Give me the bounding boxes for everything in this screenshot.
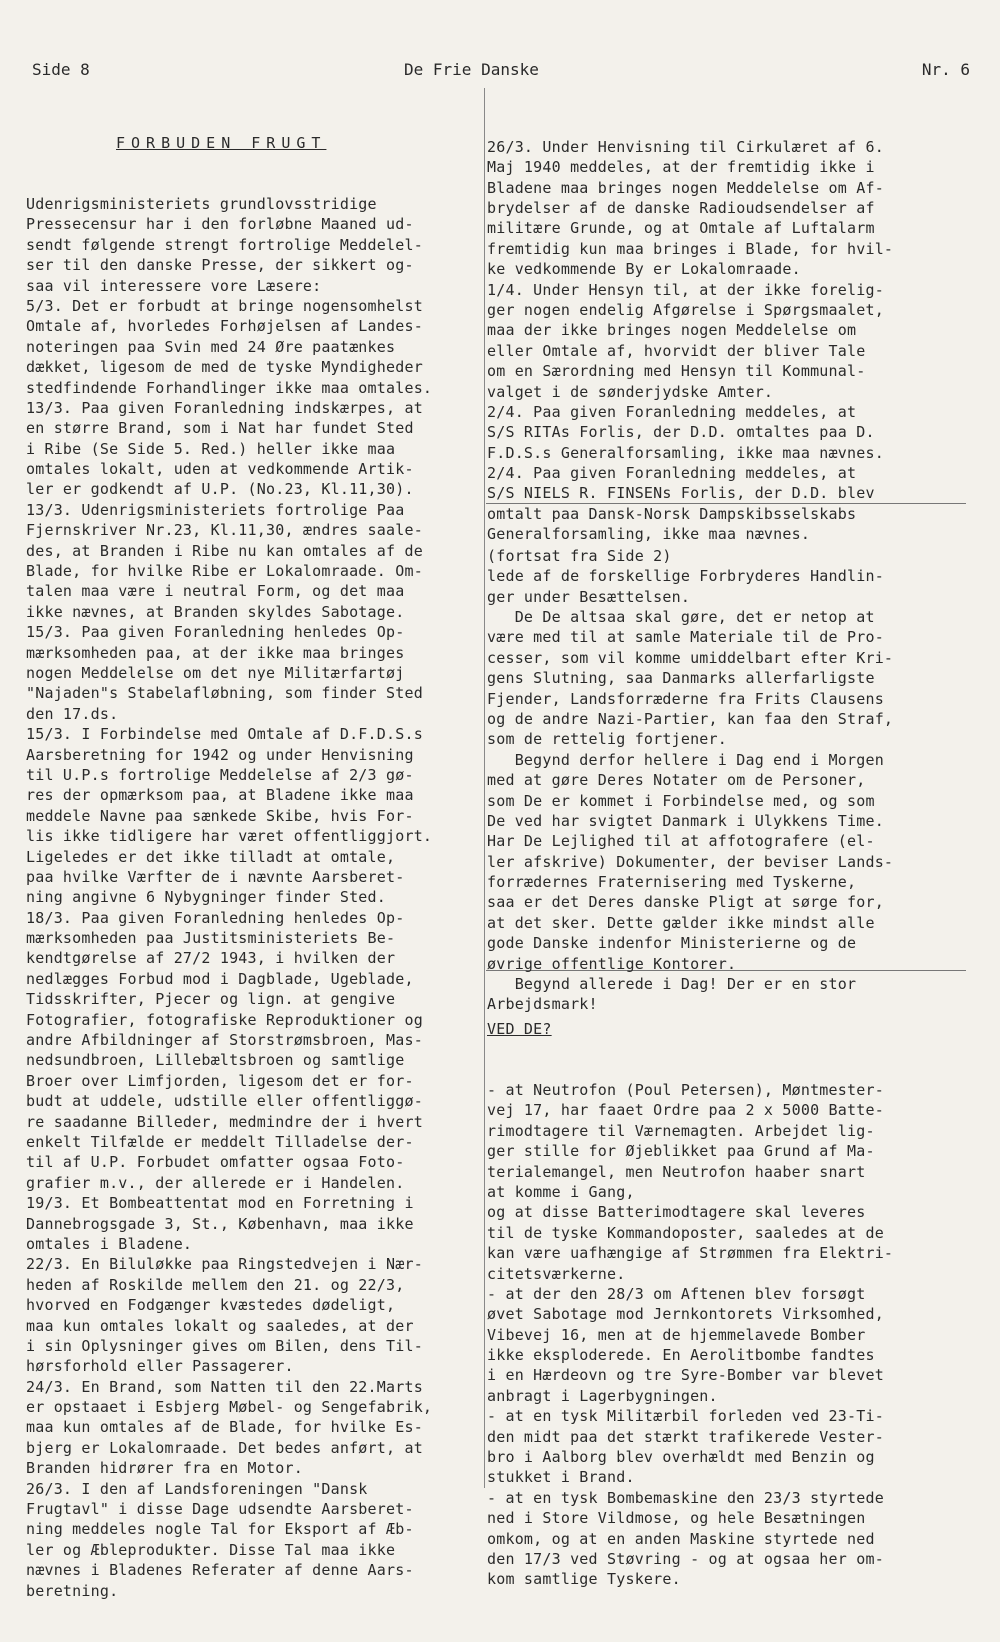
- text-line: nedlægges Forbud mod i Dagblade, Ugeblade,: [26, 969, 414, 988]
- text-line: stukket i Brand.: [487, 1468, 635, 1487]
- text-line: nogen Meddelelse om det nye Militærfartøj: [26, 664, 405, 682]
- text-line: ikke nævnes, at Branden skyldes Sabotage.: [26, 602, 405, 621]
- text-line: den midt paa det stærkt trafikerede Vester-: [487, 1427, 884, 1446]
- text-line: med at gøre Deres Notater om de Personer,: [487, 771, 866, 790]
- text-line: som de rettelig fortjener.: [487, 730, 727, 749]
- text-line: grafier m.v., der allerede er i Handelen.: [26, 1173, 405, 1192]
- text-line: 24/3. En Brand, som Natten til den 22.Marts: [26, 1377, 423, 1396]
- text-line: øvrige offentlige Kontorer.: [487, 954, 737, 973]
- text-line: fremtidig kun maa bringes i Blade, for hvil-: [487, 239, 894, 258]
- text-line: terialemangel, men Neutrofon haaber snart: [487, 1162, 866, 1181]
- left-column: [26, 92, 478, 1642]
- text-line: til U.P.s fortrolige Meddelelse af 2/3 gø-: [26, 765, 414, 784]
- text-line: ikke eksploderede. En Aerolitbombe fandtes: [487, 1346, 875, 1365]
- text-line: hørsforhold eller Passagerer.: [26, 1357, 294, 1376]
- text-line: ler og Æbleprodukter. Disse Tal maa ikke: [26, 1540, 396, 1559]
- text-line: en større Brand, som i Nat har fundet Sted: [26, 419, 414, 438]
- text-line: i en Hærdeovn og tre Syre-Bomber var blevet: [487, 1366, 884, 1385]
- text-line: 26/3. Under Henvisning til Cirkulæret af 6.: [487, 137, 884, 156]
- text-line: nævnes i Bladenes Referater af denne Aars-: [26, 1561, 414, 1580]
- text-line: heden af Roskilde mellem den 21. og 22/3,: [26, 1275, 405, 1294]
- text-line: omtalt paa Dansk-Norsk Dampskibsselskabs: [487, 504, 857, 523]
- ved-de-body: [487, 1080, 967, 1590]
- text-line: "Najaden"s Stabelafløbning, som finder Sted: [26, 684, 423, 703]
- text-line: hvorved en Fodgænger kvæstedes dødeligt,: [26, 1296, 396, 1315]
- text-line: (fortsat fra Side 2): [487, 546, 672, 565]
- censorship-notes-body: [487, 137, 967, 545]
- text-line: til af U.P. Forbudet omfatter ogsaa Foto-: [26, 1153, 405, 1172]
- text-line: Broer over Limfjorden, ligesom det er for-: [26, 1071, 414, 1090]
- text-line: omtales lokalt, uden at vedkommende Artik-: [26, 460, 414, 479]
- text-line: stedfindende Forhandlinger ikke maa omtales.: [26, 378, 433, 397]
- text-line: lis ikke tidligere har været offentliggjort.: [26, 827, 433, 846]
- text-line: vej 17, har faaet Ordre paa 2 x 5000 Batte-: [487, 1101, 884, 1120]
- text-line: Dannebrogsgade 3, St., København, maa ikke: [26, 1214, 414, 1233]
- text-line: være med til at samle Materiale til de Pro-: [487, 628, 884, 647]
- text-line: Begynd allerede i Dag! Der er en stor: [487, 975, 857, 994]
- text-line: Blade, for hvilke Ribe er Lokalomraade. Om-: [26, 562, 423, 581]
- text-line: 19/3. Et Bombeattentat mod en Forretning i: [26, 1194, 414, 1213]
- text-line: i Ribe (Se Side 5. Red.) heller ikke maa: [26, 439, 396, 458]
- text-line: talen maa være i neutral Form, og det maa: [26, 582, 405, 601]
- text-line: enkelt Tilfælde er meddelt Tilladelse der-: [26, 1132, 414, 1151]
- text-line: 15/3. I Forbindelse med Omtale af D.F.D.S.s: [26, 725, 423, 744]
- text-line: De ved har svigtet Danmark i Ulykkens Time.: [487, 811, 884, 830]
- text-line: mærksomheden paa Justitsministeriets Be-: [26, 929, 396, 948]
- text-line: ning meddeles nogle Tal for Eksport af Æb-: [26, 1520, 414, 1539]
- text-line: beretning.: [26, 1581, 119, 1600]
- text-line: anbragt i Lagerbygningen.: [487, 1386, 718, 1405]
- text-line: kendtgørelse af 27/2 1943, i hvilken der: [26, 949, 396, 968]
- text-line: ler er godkendt af U.P. (No.23, Kl.11,30).: [26, 480, 414, 499]
- text-line: Tidsskrifter, Pjecer og lign. at gengive: [26, 990, 396, 1009]
- text-line: eller Omtale af, hvorvidt der bliver Tale: [487, 341, 866, 360]
- text-line: 2/4. Paa given Foranledning meddeles, at: [487, 402, 857, 421]
- text-line: ke vedkommende By er Lokalomraade.: [487, 260, 801, 279]
- text-line: Maj 1940 meddeles, at der fremtidig ikke i: [487, 158, 875, 177]
- text-line: nedsundbroen, Lillebæltsbroen og samtlige: [26, 1051, 405, 1070]
- text-line: bjerg er Lokalomraade. Det bedes anført, at: [26, 1438, 423, 1457]
- right-column-continued-article: [487, 505, 967, 1056]
- article-title: FORBUDEN FRUGT: [116, 133, 327, 152]
- text-line: ger nogen endelig Afgørelse i Spørgsmaalet,: [487, 300, 884, 319]
- text-line: Ligeledes er det ikke tilladt at omtale,: [26, 847, 396, 866]
- page-number: Side 8: [32, 60, 90, 79]
- text-line: saa vil interessere vore Læsere:: [26, 276, 322, 295]
- text-line: res der opmærksom paa, at Bladene ikke maa: [26, 786, 414, 805]
- text-line: kom samtlige Tyskere.: [487, 1570, 681, 1589]
- text-line: brydelser af de danske Radioudsendelser af: [487, 198, 875, 217]
- text-line: øvet Sabotage mod Jernkontorets Virksomhed,: [487, 1305, 884, 1324]
- text-line: bro i Aalborg blev overhældt med Benzin og: [487, 1448, 875, 1467]
- text-line: 18/3. Paa given Foranledning henledes Op-: [26, 908, 405, 927]
- text-line: Omtale af, hvorledes Forhøjelsen af Landes-: [26, 317, 423, 336]
- text-line: militære Grunde, og at Omtale af Luftalarm: [487, 219, 875, 238]
- text-line: lede af de forskellige Forbryderes Handlin-: [487, 567, 884, 586]
- paper-title: De Frie Danske: [404, 60, 539, 79]
- text-line: er opstaaet i Esbjerg Møbel- og Sengefabrik,: [26, 1398, 433, 1417]
- text-line: Branden hidrører fra en Motor.: [26, 1459, 303, 1478]
- text-line: rimodtagere til Værnemagten. Arbejdet lig-: [487, 1121, 875, 1140]
- text-line: og de andre Nazi-Partier, kan faa den Straf,: [487, 709, 894, 728]
- continued-article-body: [487, 546, 967, 1015]
- left-column-body: [26, 194, 478, 1601]
- text-line: 13/3. Paa given Foranledning indskærpes, at: [26, 398, 423, 417]
- text-line: des, at Branden i Ribe nu kan omtales af de: [26, 541, 423, 560]
- text-line: valget i de sønderjydske Amter.: [487, 382, 774, 401]
- text-line: at komme i Gang,: [487, 1182, 635, 1201]
- text-line: ger stille for Øjeblikket paa Grund af Ma-: [487, 1142, 875, 1161]
- text-line: paa hvilke Værfter de i nævnte Aarsberet-: [26, 867, 405, 886]
- text-line: De De altsaa skal gøre, det er netop at: [487, 607, 875, 626]
- text-line: i sin Oplysninger gives om Bilen, dens Til-: [26, 1336, 423, 1355]
- text-line: ned i Store Vildmose, og hele Besætningen: [487, 1509, 866, 1528]
- text-line: Har De Lejlighed til at affotografere (el-: [487, 832, 875, 851]
- issue-number: Nr. 6: [921, 60, 970, 79]
- text-line: dækket, ligesom de med de tyske Myndigheder: [26, 358, 423, 377]
- text-line: gode Danske indenfor Ministerierne og de: [487, 934, 857, 953]
- text-line: Fjernskriver Nr.23, Kl.11,30, ændres saale-: [26, 521, 423, 540]
- text-line: Generalforsamling, ikke maa nævnes.: [487, 525, 811, 544]
- text-line: ser til den danske Presse, der sikkert og-: [26, 256, 414, 275]
- text-line: Udenrigsministeriets grundlovsstridige: [26, 195, 377, 214]
- text-line: saa er det Deres danske Pligt at sørge for,: [487, 893, 884, 912]
- text-line: sendt følgende strengt fortrolige Meddelel-: [26, 235, 423, 254]
- text-line: S/S RITAs Forlis, der D.D. omtaltes paa D.: [487, 423, 875, 442]
- text-line: Frugtavl" i disse Dage udsendte Aarsberet-: [26, 1500, 414, 1519]
- text-line: maa der ikke bringes nogen Meddelelse om: [487, 321, 857, 340]
- text-line: Pressecensur har i den forløbne Maaned ud-: [26, 215, 414, 234]
- text-line: Vibevej 16, men at de hjemmelavede Bomber: [487, 1325, 866, 1344]
- text-line: meddele Navne paa sænkede Skibe, hvis For-: [26, 806, 414, 825]
- text-line: forrædernes Fraternisering med Tyskerne,: [487, 873, 857, 892]
- text-line: 15/3. Paa given Foranledning henledes Op-: [26, 623, 405, 642]
- text-line: gens Slutning, saa Danmarks allerfarligste: [487, 669, 875, 688]
- text-line: noteringen paa Svin med 24 Øre paatænkes: [26, 337, 396, 356]
- text-line: Fjender, Landsforræderne fra Frits Clausens: [487, 689, 884, 708]
- text-line: 13/3. Udenrigsministeriets fortrolige Paa: [26, 500, 405, 519]
- text-line: 1/4. Under Hensyn til, at der ikke forelig-: [487, 280, 884, 299]
- text-line: 22/3. En Biluløkke paa Ringstedvejen i Nær-: [26, 1255, 423, 1274]
- text-line: omkom, og at en anden Maskine styrtede ned: [487, 1529, 875, 1548]
- text-line: ning angivne 6 Nybygninger finder Sted.: [26, 888, 386, 907]
- text-line: ger under Besættelsen.: [487, 587, 691, 606]
- text-line: - at en tysk Militærbil forleden ved 23-Ti-: [487, 1407, 884, 1426]
- text-line: - at Neutrofon (Poul Petersen), Møntmester-: [487, 1081, 884, 1100]
- text-line: at det sker. Dette gælder ikke mindst alle: [487, 913, 875, 932]
- text-line: F.D.S.s Generalforsamling, ikke maa nævnes.: [487, 443, 884, 462]
- text-line: om en Særordning med Hensyn til Kommunal-: [487, 362, 866, 381]
- text-line: maa kun omtales af de Blade, for hvilke Es-: [26, 1418, 423, 1437]
- text-line: Begynd derfor hellere i Dag end i Morgen: [487, 750, 884, 769]
- text-line: mærksomheden paa, at der ikke maa bringes: [26, 643, 405, 662]
- text-line: maa kun omtales lokalt og saaledes, at der: [26, 1316, 414, 1335]
- text-line: S/S NIELS R. FINSENs Forlis, der D.D. blev: [487, 484, 875, 503]
- text-line: - at der den 28/3 om Aftenen blev forsøgt: [487, 1284, 866, 1303]
- text-line: cesser, som vil komme umiddelbart efter Kri-: [487, 648, 894, 667]
- column-divider: [484, 88, 485, 1488]
- right-column-ved-de: [487, 978, 967, 1631]
- page-header: [32, 60, 970, 84]
- text-line: - at en tysk Bombemaskine den 23/3 styrtede: [487, 1488, 884, 1507]
- text-line: kan være uafhængige af Strømmen fra Elektri-: [487, 1244, 894, 1263]
- text-line: 2/4. Paa given Foranledning meddeles, at: [487, 464, 857, 483]
- text-line: til de tyske Kommandoposter, saaledes at de: [487, 1223, 884, 1242]
- text-line: citetsværkerne.: [487, 1264, 626, 1283]
- text-line: Fotografier, fotografiske Reproduktioner og: [26, 1010, 423, 1029]
- text-line: re saadanne Billeder, medmindre der i hvert: [26, 1112, 423, 1131]
- text-line: andre Afbildninger af Storstrømsbroen, Mas-: [26, 1031, 423, 1050]
- section-heading: VED DE?: [487, 1019, 552, 1038]
- text-line: og at disse Batterimodtagere skal leveres: [487, 1203, 866, 1222]
- text-line: som De er kommet i Forbindelse med, og som: [487, 791, 875, 810]
- text-line: 5/3. Det er forbudt at bringe nogensomhelst: [26, 296, 423, 315]
- text-line: Bladene maa bringes nogen Meddelelse om Af-: [487, 178, 884, 197]
- text-line: budt at uddele, udstille eller offentliggø-: [26, 1092, 423, 1111]
- text-line: Aarsberetning for 1942 og under Henvisning: [26, 745, 414, 764]
- text-line: 26/3. I den af Landsforeningen "Dansk: [26, 1479, 368, 1498]
- text-line: den 17/3 ved Støvring - og at ogsaa her om-: [487, 1550, 884, 1568]
- text-line: omtales i Bladene.: [26, 1234, 193, 1253]
- text-line: Arbejdsmark!: [487, 995, 598, 1014]
- text-line: den 17.ds.: [26, 704, 119, 723]
- text-line: ler afskrive) Dokumenter, der beviser Lands-: [487, 852, 894, 871]
